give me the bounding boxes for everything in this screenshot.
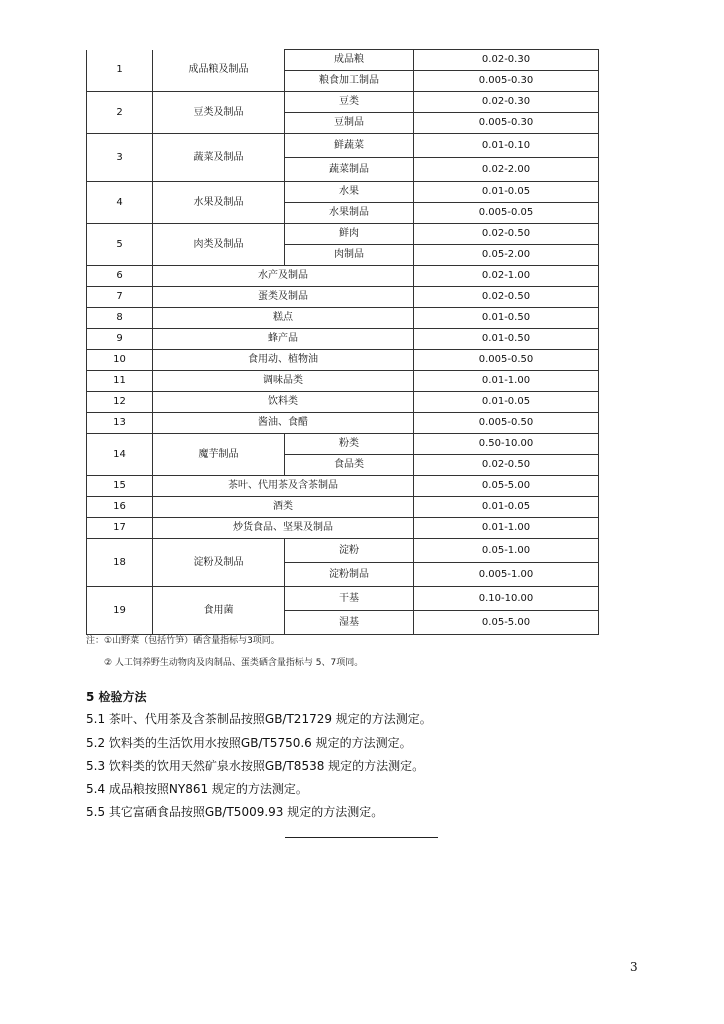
selenium-range: 0.01-0.05 <box>414 392 599 413</box>
row-number: 3 <box>87 134 153 182</box>
row-number: 18 <box>87 539 153 587</box>
sub-category: 水果制品 <box>285 203 414 224</box>
selenium-range: 0.01-1.00 <box>414 371 599 392</box>
row-number: 15 <box>87 476 153 497</box>
food-category: 豆类及制品 <box>153 92 285 134</box>
sub-category: 干基 <box>285 587 414 611</box>
sub-category: 水果 <box>285 182 414 203</box>
food-category: 炒货食品、坚果及制品 <box>153 518 414 539</box>
table-row <box>87 539 599 563</box>
food-category: 饮料类 <box>153 392 414 413</box>
selenium-range: 0.02-0.30 <box>414 92 599 113</box>
selenium-range: 0.005-0.30 <box>414 71 599 92</box>
selenium-range: 0.02-0.30 <box>414 50 599 71</box>
table-row <box>87 392 599 413</box>
sub-category: 豆制品 <box>285 113 414 134</box>
table-row <box>87 287 599 308</box>
row-number: 17 <box>87 518 153 539</box>
end-rule <box>285 837 438 838</box>
food-category: 酱油、食醋 <box>153 413 414 434</box>
selenium-range: 0.10-10.00 <box>414 587 599 611</box>
table-row <box>87 518 599 539</box>
selenium-range: 0.05-1.00 <box>414 539 599 563</box>
row-number: 5 <box>87 224 153 266</box>
row-number: 16 <box>87 497 153 518</box>
table-row <box>87 92 599 113</box>
sub-category: 鲜蔬菜 <box>285 134 414 158</box>
food-category: 蔬菜及制品 <box>153 134 285 182</box>
food-category: 蛋类及制品 <box>153 287 414 308</box>
sub-category: 淀粉制品 <box>285 563 414 587</box>
food-category: 糕点 <box>153 308 414 329</box>
row-number: 9 <box>87 329 153 350</box>
table-row <box>87 329 599 350</box>
selenium-range: 0.05-2.00 <box>414 245 599 266</box>
row-number: 8 <box>87 308 153 329</box>
method-item-5-2: 5.2 饮料类的生活饮用水按照GB/T5750.6 规定的方法测定。 <box>86 736 412 750</box>
row-number: 19 <box>87 587 153 635</box>
food-category: 蜂产品 <box>153 329 414 350</box>
selenium-range: 0.02-0.50 <box>414 224 599 245</box>
food-category: 水产及制品 <box>153 266 414 287</box>
table-row <box>87 308 599 329</box>
row-number: 2 <box>87 92 153 134</box>
selenium-content-table <box>86 49 599 635</box>
selenium-range: 0.02-0.50 <box>414 287 599 308</box>
selenium-range: 0.005-0.05 <box>414 203 599 224</box>
table-row <box>87 50 599 71</box>
method-item-5-3: 5.3 饮料类的饮用天然矿泉水按照GB/T8538 规定的方法测定。 <box>86 759 425 773</box>
table-row <box>87 350 599 371</box>
selenium-range: 0.02-2.00 <box>414 158 599 182</box>
table-row <box>87 476 599 497</box>
selenium-range: 0.02-0.50 <box>414 455 599 476</box>
sub-category: 鲜肉 <box>285 224 414 245</box>
selenium-range: 0.05-5.00 <box>414 611 599 635</box>
method-item-5-1: 5.1 茶叶、代用茶及含茶制品按照GB/T21729 规定的方法测定。 <box>86 712 432 726</box>
food-category: 淀粉及制品 <box>153 539 285 587</box>
row-number: 11 <box>87 371 153 392</box>
table-row <box>87 434 599 455</box>
row-number: 1 <box>87 50 153 92</box>
food-category: 酒类 <box>153 497 414 518</box>
row-number: 7 <box>87 287 153 308</box>
section-heading: 5 检验方法 <box>86 690 147 704</box>
selenium-range: 0.02-1.00 <box>414 266 599 287</box>
selenium-range: 0.01-0.50 <box>414 308 599 329</box>
sub-category: 肉制品 <box>285 245 414 266</box>
food-category: 成品粮及制品 <box>153 50 285 92</box>
table-row <box>87 587 599 611</box>
food-category: 调味品类 <box>153 371 414 392</box>
table-row <box>87 371 599 392</box>
page-number: 3 <box>630 960 638 974</box>
food-category: 食用动、植物油 <box>153 350 414 371</box>
row-number: 13 <box>87 413 153 434</box>
method-item-5-4: 5.4 成品粮按照NY861 规定的方法测定。 <box>86 782 308 796</box>
table-row <box>87 134 599 158</box>
table-body <box>87 50 599 635</box>
selenium-range: 0.005-0.50 <box>414 350 599 371</box>
selenium-range: 0.01-1.00 <box>414 518 599 539</box>
food-category: 水果及制品 <box>153 182 285 224</box>
food-category: 茶叶、代用茶及含茶制品 <box>153 476 414 497</box>
row-number: 14 <box>87 434 153 476</box>
selenium-range: 0.05-5.00 <box>414 476 599 497</box>
food-category: 食用菌 <box>153 587 285 635</box>
row-number: 10 <box>87 350 153 371</box>
sub-category: 粮食加工制品 <box>285 71 414 92</box>
selenium-range: 0.01-0.50 <box>414 329 599 350</box>
table-row <box>87 182 599 203</box>
row-number: 12 <box>87 392 153 413</box>
table-note-2: ② 人工饲养野生动物肉及肉制品、蛋类硒含量指标与 5、7项同。 <box>104 658 364 668</box>
sub-category: 蔬菜制品 <box>285 158 414 182</box>
table-row <box>87 497 599 518</box>
table-row <box>87 224 599 245</box>
method-item-5-5: 5.5 其它富硒食品按照GB/T5009.93 规定的方法测定。 <box>86 805 384 819</box>
selenium-range: 0.005-0.30 <box>414 113 599 134</box>
food-category: 魔芋制品 <box>153 434 285 476</box>
selenium-range: 0.01-0.10 <box>414 134 599 158</box>
table-row <box>87 266 599 287</box>
sub-category: 湿基 <box>285 611 414 635</box>
sub-category: 淀粉 <box>285 539 414 563</box>
table-note-1: 注：①山野菜（包括竹笋）硒含量指标与3项同。 <box>86 636 280 646</box>
food-category: 肉类及制品 <box>153 224 285 266</box>
sub-category: 豆类 <box>285 92 414 113</box>
selenium-range: 0.01-0.05 <box>414 497 599 518</box>
sub-category: 食品类 <box>285 455 414 476</box>
row-number: 6 <box>87 266 153 287</box>
selenium-range: 0.50-10.00 <box>414 434 599 455</box>
selenium-range: 0.01-0.05 <box>414 182 599 203</box>
sub-category: 粉类 <box>285 434 414 455</box>
sub-category: 成品粮 <box>285 50 414 71</box>
selenium-range: 0.005-1.00 <box>414 563 599 587</box>
row-number: 4 <box>87 182 153 224</box>
selenium-range: 0.005-0.50 <box>414 413 599 434</box>
table-row <box>87 413 599 434</box>
